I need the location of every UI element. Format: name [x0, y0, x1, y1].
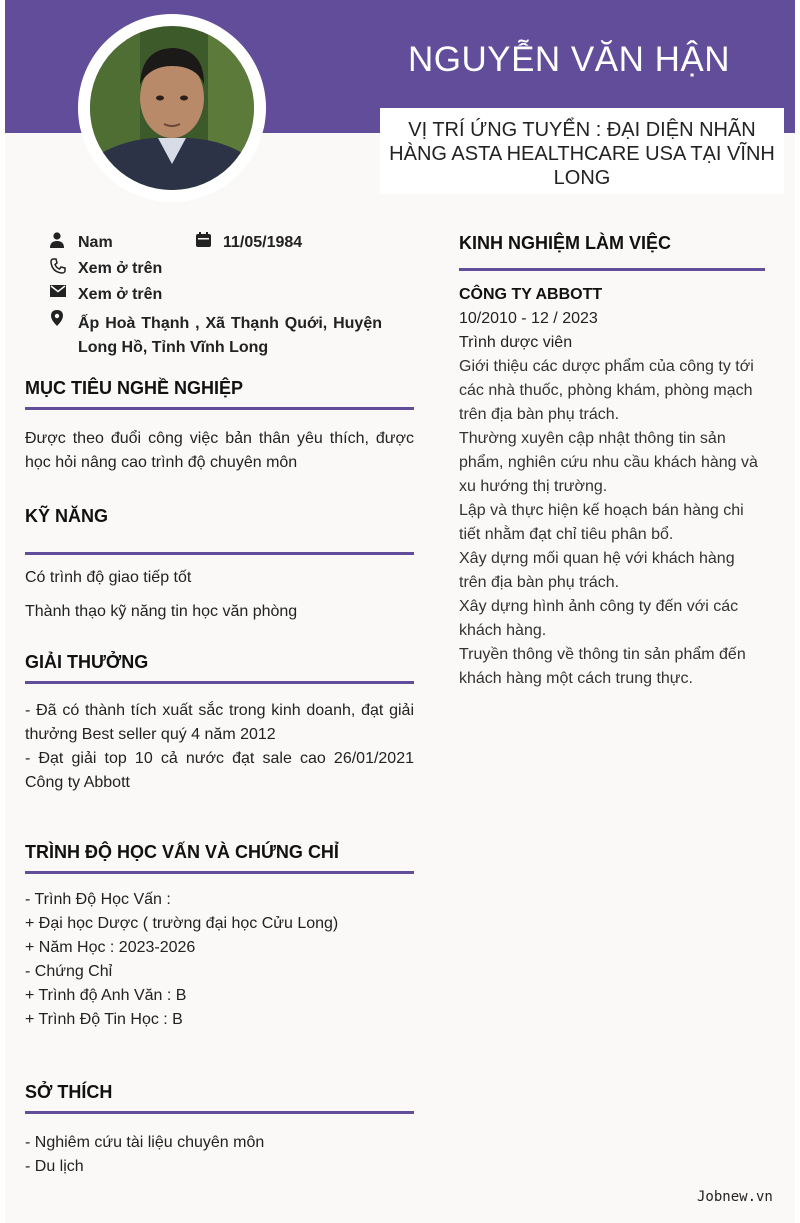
award-item: - Đạt giải top 10 cả nước đạt sale cao 26/01/2021 Công ty Abbott	[25, 750, 414, 791]
experience-title: KINH NGHIỆM LÀM VIỆC	[459, 233, 672, 253]
birthday-value: 11/05/1984	[223, 234, 303, 251]
job-role: Trình dược viên	[459, 334, 573, 351]
hobby-line: - Nghiêm cứu tài liệu chuyên môn	[25, 1134, 265, 1151]
candidate-name: NGUYỄN VĂN HẬN	[407, 40, 731, 79]
skill-item: Thành thạo kỹ năng tin học văn phòng	[25, 603, 298, 620]
objective-title: MỤC TIÊU NGHỀ NGHIỆP	[25, 378, 244, 398]
applied-position: VỊ TRÍ ỨNG TUYỂN : ĐẠI DIỆN NHÃN HÀNG ASTA HEALTHCARE USA TẠI VĨNH LONG	[380, 108, 784, 194]
objective-text: Được theo đuổi công việc bản thân yêu thích, được học hỏi nâng cao trình độ chuyên môn	[25, 430, 414, 471]
experience-divider	[459, 268, 765, 271]
award-item: - Đã có thành tích xuất sắc trong kinh doanh, đạt giải thưởng Best seller quý 4 năm 2012	[25, 702, 414, 743]
mail-icon	[50, 284, 66, 300]
duty-item: Xây dựng mối quan hệ với khách hàng trên địa bàn phụ trách.	[459, 550, 735, 591]
user-icon	[50, 232, 66, 248]
skill-item: Có trình độ giao tiếp tốt	[25, 569, 192, 586]
address-value: Ấp Hoà Thạnh , Xã Thạnh Quới, Huyện Long Hồ, Tỉnh Vĩnh Long	[78, 315, 382, 356]
education-divider	[25, 871, 414, 874]
hobbies-divider	[25, 1111, 414, 1114]
phone-icon	[50, 258, 66, 274]
education-line: + Đại học Dược ( trường đại học Cửu Long)	[25, 915, 339, 932]
gender-value: Nam	[78, 234, 113, 251]
work-period: 10/2010 - 12 / 2023	[459, 310, 598, 327]
education-line: - Trình Độ Học Vấn :	[25, 891, 171, 908]
avatar-photo	[90, 26, 254, 190]
calendar-icon	[196, 232, 212, 248]
awards-title: GIẢI THƯỞNG	[25, 652, 149, 672]
education-line: - Chứng Chỉ	[25, 963, 113, 980]
hobby-line: - Du lịch	[25, 1158, 84, 1175]
education-title: TRÌNH ĐỘ HỌC VẤN VÀ CHỨNG CHỈ	[25, 842, 339, 862]
avatar	[90, 26, 254, 190]
objective-divider	[25, 407, 414, 410]
duty-item: Truyền thông về thông tin sản phẩm đến khách hàng một cách trung thực.	[459, 646, 746, 687]
site-brand: Jobnew.vn	[697, 1189, 773, 1205]
skills-divider	[25, 552, 414, 555]
hobbies-title: SỞ THÍCH	[25, 1082, 113, 1102]
company-name: CÔNG TY ABBOTT	[459, 286, 603, 303]
duty-item: Xây dựng hình ảnh công ty đến với các khách hàng.	[459, 598, 739, 639]
phone-value: Xem ở trên	[78, 260, 163, 277]
education-line: + Năm Học : 2023-2026	[25, 939, 196, 956]
location-icon	[51, 310, 67, 326]
education-line: + Trình độ Anh Văn : B	[25, 987, 187, 1004]
duty-item: Giới thiệu các dược phẩm của công ty tới các nhà thuốc, phòng khám, phòng mạch trên địa bàn phụ trách.	[459, 358, 754, 423]
education-line: + Trình Độ Tin Học : B	[25, 1011, 183, 1028]
email-value: Xem ở trên	[78, 286, 163, 303]
duty-item: Thường xuyên cập nhật thông tin sản phẩm, nghiên cứu nhu cầu khách hàng và xu hướng thị trường.	[459, 430, 758, 495]
duty-item: Lập và thực hiện kế hoạch bán hàng chi tiết nhằm đạt chỉ tiêu phân bổ.	[459, 502, 744, 543]
awards-divider	[25, 681, 414, 684]
skills-title: KỸ NĂNG	[25, 506, 109, 526]
